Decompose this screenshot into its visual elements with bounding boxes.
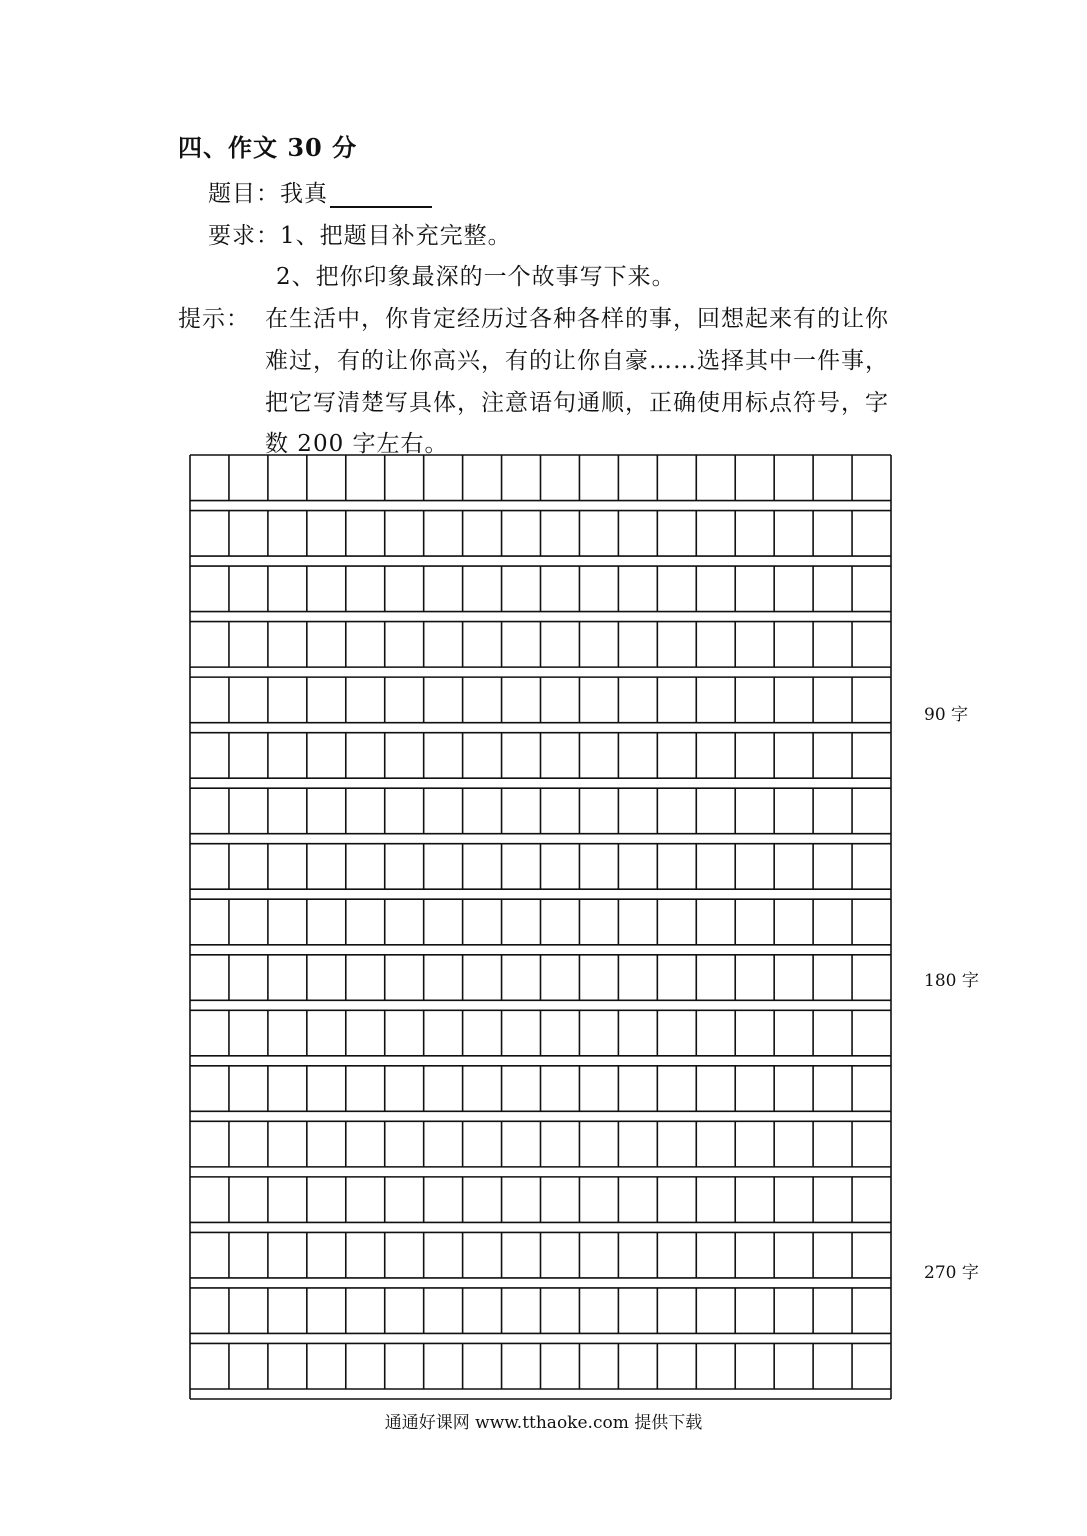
writing-grid[interactable] bbox=[189, 454, 892, 1400]
row-count-180: 180 字 bbox=[924, 971, 979, 991]
hint-line-2: 难过，有的让你高兴，有的让你自豪……选择其中一件事， bbox=[265, 348, 889, 374]
topic-line bbox=[208, 175, 432, 208]
section-heading: 四、作文 30 分 bbox=[178, 133, 358, 162]
hint-line-1: 在生活中，你肯定经历过各种各样的事，回想起来有的让你 bbox=[265, 306, 889, 332]
requirement-2: 2、把你印象最深的一个故事写下来。 bbox=[276, 264, 676, 290]
row-count-90: 90 字 bbox=[924, 705, 969, 725]
writing-grid-lines bbox=[189, 454, 892, 1400]
hint-line-3: 把它写清楚写具体，注意语句通顺，正确使用标点符号，字 bbox=[265, 390, 889, 416]
topic-label: 题目：我真 bbox=[208, 181, 328, 207]
requirement-1: 要求：1、把题目补充完整。 bbox=[208, 223, 512, 249]
footer-credit: 通通好课网 www.tthaoke.com 提供下载 bbox=[384, 1413, 703, 1433]
hint-label: 提示： bbox=[178, 306, 250, 332]
hint-line-4: 数 200 字左右。 bbox=[265, 431, 449, 457]
topic-blank[interactable] bbox=[330, 182, 432, 208]
row-count-270: 270 字 bbox=[924, 1263, 979, 1283]
